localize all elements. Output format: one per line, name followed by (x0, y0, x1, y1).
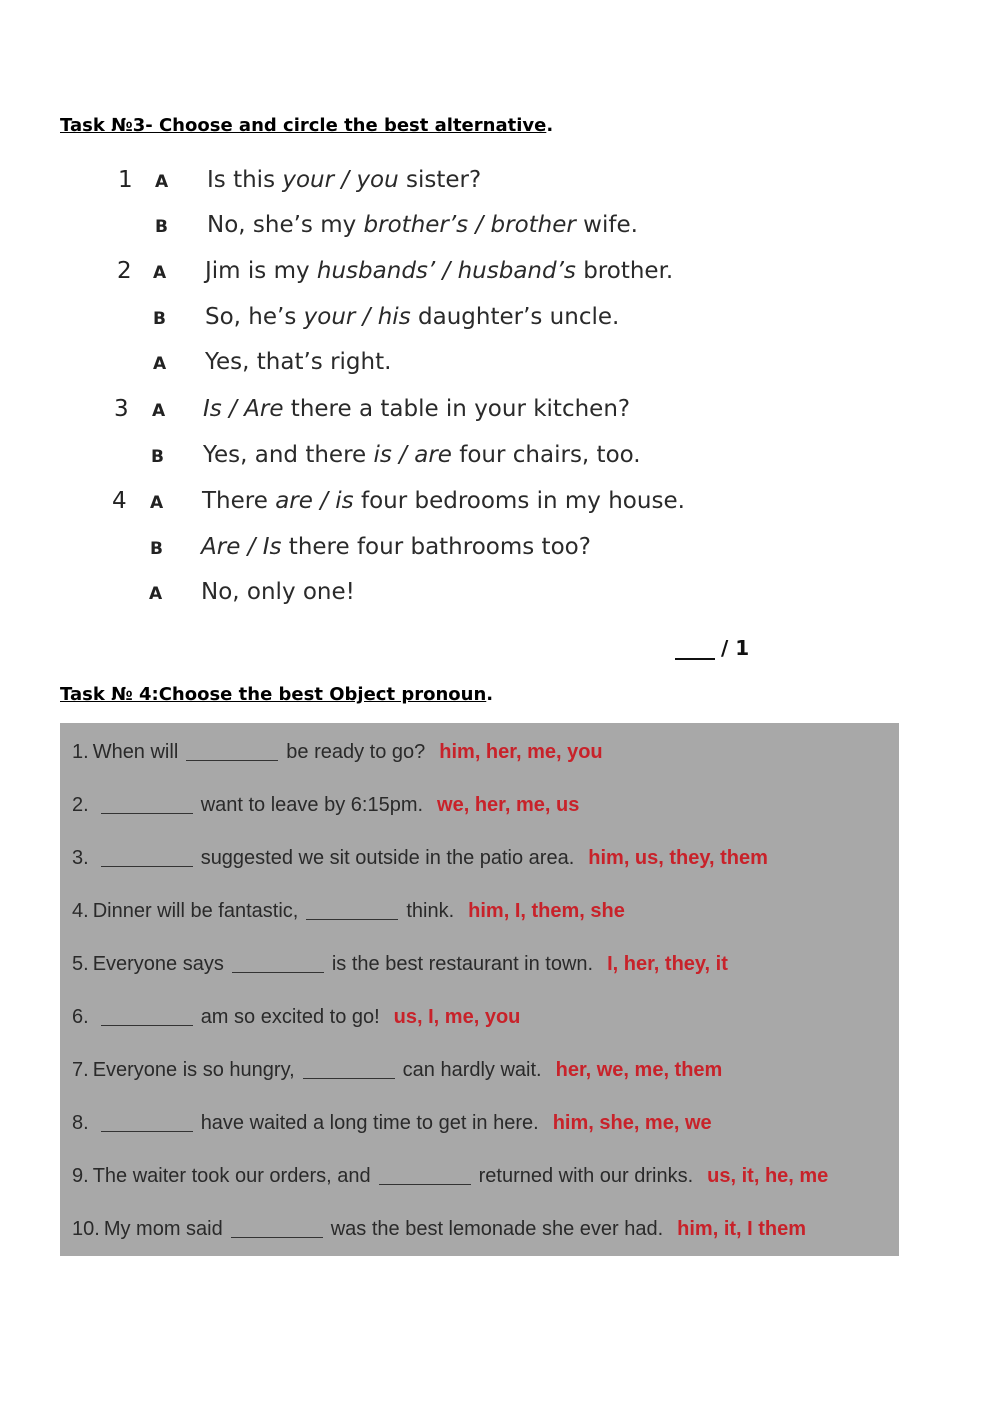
answer-blank[interactable] (379, 1167, 471, 1185)
alternative-choice[interactable]: are / is (275, 488, 354, 514)
item-text-before: The waiter took our orders, and (92, 1164, 371, 1187)
dialogue-fragment: there four bathrooms too? (281, 534, 591, 560)
item-text-before: Everyone is so hungry, (92, 1058, 295, 1081)
pronoun-options: us, it, he, me (707, 1164, 829, 1187)
pronoun-options: I, her, they, it (607, 952, 728, 975)
speaker-label: A (149, 584, 163, 604)
pronoun-options: him, her, me, you (439, 740, 603, 763)
task3-score (675, 636, 749, 660)
item-text-after: can hardly wait. (402, 1058, 542, 1081)
answer-blank[interactable] (101, 1008, 193, 1026)
item-text-before: When will (92, 740, 179, 763)
dialogue-number: 2 (117, 258, 132, 284)
pronoun-options: us, I, me, you (393, 1005, 521, 1028)
pronoun-options: him, she, me, we (552, 1111, 712, 1134)
score-text: / 1 (721, 636, 750, 660)
dialogue-text (202, 488, 685, 514)
answer-blank[interactable] (101, 796, 193, 814)
pronoun-item (72, 1214, 806, 1244)
dialogue-fragment: So, he’s (205, 304, 304, 330)
dialogue-fragment: There (202, 488, 276, 514)
item-text-after: returned with our drinks. (478, 1164, 694, 1187)
task3-title-text: Task №3- Choose and circle the best alternative (60, 115, 547, 136)
alternative-choice[interactable]: is / are (373, 442, 452, 468)
task4-title-text: Task № 4:Choose the best Object pronoun (60, 684, 487, 705)
dialogue-fragment: there a table in your kitchen? (283, 396, 631, 422)
task4-title (60, 684, 493, 705)
dialogue-fragment: Is this (207, 167, 283, 193)
item-text-after: want to leave by 6:15pm. (200, 793, 424, 816)
dialogue-text (205, 349, 391, 375)
dialogue-text (207, 167, 481, 193)
pronoun-options: him, it, I them (677, 1217, 807, 1240)
item-text-before: Dinner will be fantastic, (92, 899, 299, 922)
dialogue-fragment: wife. (575, 212, 638, 238)
item-text-after: have waited a long time to get in here. (200, 1111, 539, 1134)
score-blank[interactable] (675, 642, 715, 660)
dialogue-number: 3 (114, 396, 129, 422)
dialogue-fragment: Jim is my (205, 258, 317, 284)
speaker-label: A (150, 493, 164, 513)
item-number: 8. (72, 1111, 89, 1134)
item-number: 9. (72, 1164, 89, 1187)
task4-title-punct: . (486, 684, 494, 705)
dialogue-fragment: daughter’s uncle. (410, 304, 620, 330)
item-number: 2. (72, 793, 89, 816)
speaker-label: A (152, 401, 166, 421)
item-text-after: am so excited to go! (200, 1005, 380, 1028)
answer-blank[interactable] (101, 849, 193, 867)
pronoun-options: we, her, me, us (437, 793, 580, 816)
dialogue-text (205, 258, 673, 284)
speaker-label: A (153, 354, 167, 374)
item-number: 3. (72, 846, 89, 869)
item-text-before: Everyone says (92, 952, 224, 975)
alternative-choice[interactable]: husbands’ / husband’s (316, 258, 576, 284)
dialogue-text (201, 534, 591, 560)
dialogue-text (203, 396, 630, 422)
dialogue-fragment: sister? (398, 167, 482, 193)
speaker-label: B (150, 539, 163, 559)
task3-title-punct: . (546, 115, 554, 136)
alternative-choice[interactable]: brother’s / brother (363, 212, 576, 238)
alternative-choice[interactable]: Is / Are (203, 396, 284, 422)
dialogue-fragment: Yes, that’s right. (205, 349, 392, 375)
item-text-after: be ready to go? (286, 740, 426, 763)
speaker-label: A (155, 172, 169, 192)
item-number: 6. (72, 1005, 89, 1028)
item-text-after: was the best lemonade she ever had. (330, 1217, 664, 1240)
item-text-before: My mom said (103, 1217, 223, 1240)
item-number: 7. (72, 1058, 89, 1081)
pronoun-item (72, 1108, 712, 1138)
dialogue-fragment: four chairs, too. (451, 442, 641, 468)
alternative-choice[interactable]: your / his (303, 304, 411, 330)
pronoun-item (72, 1055, 722, 1085)
pronoun-item (72, 737, 603, 767)
pronoun-options: him, I, them, she (468, 899, 625, 922)
speaker-label: B (153, 309, 166, 329)
item-number: 5. (72, 952, 89, 975)
alternative-choice[interactable]: your / you (282, 167, 399, 193)
answer-blank[interactable] (231, 1220, 323, 1238)
dialogue-number: 1 (118, 167, 133, 193)
pronoun-item (72, 1161, 828, 1191)
answer-blank[interactable] (303, 1061, 395, 1079)
item-number: 10. (72, 1217, 100, 1240)
speaker-label: B (151, 447, 164, 467)
dialogue-fragment: brother. (575, 258, 674, 284)
pronoun-options: her, we, me, them (555, 1058, 723, 1081)
speaker-label: B (155, 217, 168, 237)
answer-blank[interactable] (186, 743, 278, 761)
item-number: 4. (72, 899, 89, 922)
dialogue-fragment: Yes, and there (203, 442, 374, 468)
dialogue-number: 4 (112, 488, 127, 514)
pronoun-item (72, 896, 625, 926)
dialogue-fragment: No, she’s my (207, 212, 364, 238)
dialogue-text (203, 442, 641, 468)
alternative-choice[interactable]: Are / Is (201, 534, 282, 560)
item-number: 1. (72, 740, 89, 763)
dialogue-text (201, 579, 355, 605)
dialogue-fragment: No, only one! (201, 579, 355, 605)
item-text-after: think. (406, 899, 455, 922)
task3-dialogues (0, 0, 1000, 640)
pronoun-item (72, 843, 768, 873)
speaker-label: A (153, 263, 167, 283)
pronoun-options: him, us, they, them (588, 846, 768, 869)
task4-exercise-box (60, 723, 899, 1256)
answer-blank[interactable] (306, 902, 398, 920)
pronoun-item (72, 1002, 520, 1032)
dialogue-text (205, 304, 619, 330)
item-text-after: suggested we sit outside in the patio area. (200, 846, 575, 869)
dialogue-fragment: four bedrooms in my house. (353, 488, 685, 514)
item-text-after: is the best restaurant in town. (331, 952, 594, 975)
pronoun-item (72, 790, 579, 820)
answer-blank[interactable] (232, 955, 324, 973)
answer-blank[interactable] (101, 1114, 193, 1132)
pronoun-item (72, 949, 728, 979)
dialogue-text (207, 212, 638, 238)
